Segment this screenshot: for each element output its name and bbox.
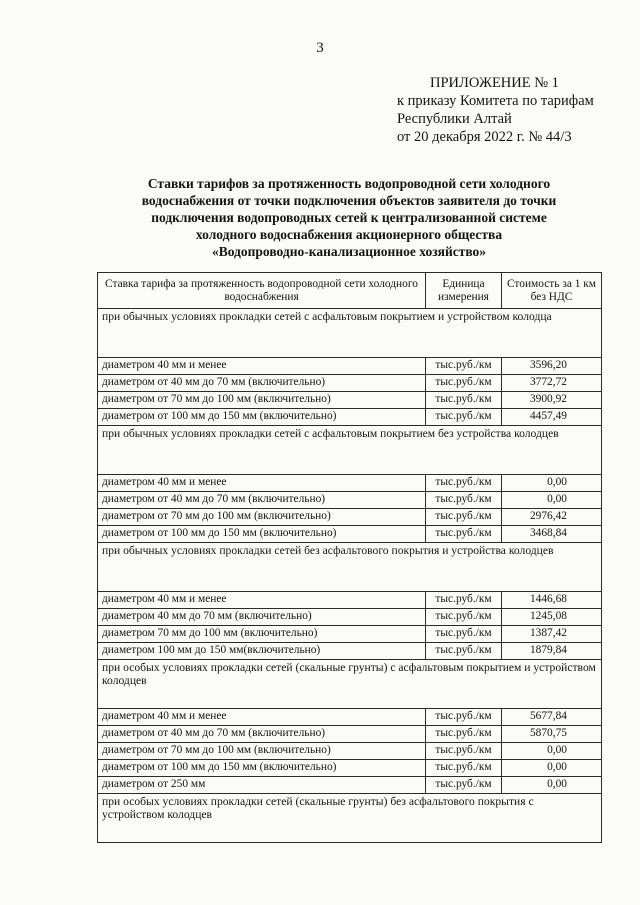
table-row bbox=[98, 777, 602, 794]
header-rate: Ставка тарифа за протяженность водопроводной сети холодного водоснабжения bbox=[98, 273, 426, 309]
diameter-cell: диаметром от 40 мм до 70 мм (включительно) bbox=[98, 726, 426, 743]
group-title: при особых условиях прокладки сетей (скальные грунты) без асфальтового покрытия с устройством колодцев bbox=[98, 794, 602, 843]
diameter-cell: диаметром от 100 мм до 150 мм (включительно) bbox=[98, 526, 426, 543]
header-unit: Единица измерения bbox=[426, 273, 502, 309]
price-cell: 3596,20 bbox=[502, 358, 602, 375]
group-row bbox=[98, 543, 602, 592]
unit-cell: тыс.руб./км bbox=[426, 358, 502, 375]
diameter-cell: диаметром 40 мм и менее bbox=[98, 358, 426, 375]
table-row bbox=[98, 709, 602, 726]
title-line: водоснабжения от точки подключения объектов заявителя до точки bbox=[141, 193, 557, 208]
table-row bbox=[98, 592, 602, 609]
diameter-cell: диаметром от 40 мм до 70 мм (включительно) bbox=[98, 375, 426, 392]
group-title: при особых условиях прокладки сетей (скальные грунты) с асфальтовым покрытием и устройством колодцев bbox=[98, 660, 602, 709]
diameter-cell: диаметром от 70 мм до 100 мм (включительно) bbox=[98, 392, 426, 409]
group-title: при обычных условиях прокладки сетей без асфальтового покрытия и устройства колодцев bbox=[98, 543, 602, 592]
unit-cell: тыс.руб./км bbox=[426, 626, 502, 643]
table-row bbox=[98, 358, 602, 375]
diameter-cell: диаметром от 100 мм до 150 мм (включительно) bbox=[98, 760, 426, 777]
price-cell: 0,00 bbox=[502, 475, 602, 492]
appendix-date-number: от 20 декабря 2022 г. № 44/3 bbox=[397, 129, 572, 145]
table-row bbox=[98, 526, 602, 543]
unit-cell: тыс.руб./км bbox=[426, 392, 502, 409]
table-row bbox=[98, 726, 602, 743]
diameter-cell: диаметром 100 мм до 150 мм(включительно) bbox=[98, 643, 426, 660]
appendix-label: ПРИЛОЖЕНИЕ № 1 bbox=[430, 75, 559, 91]
price-cell: 0,00 bbox=[502, 743, 602, 760]
title-line: «Водопроводно-канализационное хозяйство» bbox=[211, 244, 487, 259]
unit-cell: тыс.руб./км bbox=[426, 509, 502, 526]
diameter-cell: диаметром от 250 мм bbox=[98, 777, 426, 794]
diameter-cell: диаметром 70 мм до 100 мм (включительно) bbox=[98, 626, 426, 643]
appendix-header bbox=[397, 74, 594, 146]
group-row bbox=[98, 426, 602, 475]
unit-cell: тыс.руб./км bbox=[426, 375, 502, 392]
diameter-cell: диаметром от 40 мм до 70 мм (включительно) bbox=[98, 492, 426, 509]
unit-cell: тыс.руб./км bbox=[426, 526, 502, 543]
price-cell: 5677,84 bbox=[502, 709, 602, 726]
price-cell: 2976,42 bbox=[502, 509, 602, 526]
unit-cell: тыс.руб./км bbox=[426, 777, 502, 794]
price-cell: 5870,75 bbox=[502, 726, 602, 743]
tariff-table bbox=[97, 272, 602, 843]
group-title: при обычных условиях прокладки сетей с асфальтовым покрытием без устройства колодцев bbox=[98, 426, 602, 475]
table-row bbox=[98, 475, 602, 492]
group-row bbox=[98, 660, 602, 709]
table-row bbox=[98, 760, 602, 777]
price-cell: 1387,42 bbox=[502, 626, 602, 643]
title-line: подключения водопроводных сетей к централизованной системе bbox=[151, 210, 547, 225]
unit-cell: тыс.руб./км bbox=[426, 609, 502, 626]
table-row bbox=[98, 643, 602, 660]
table-row bbox=[98, 392, 602, 409]
unit-cell: тыс.руб./км bbox=[426, 709, 502, 726]
group-row bbox=[98, 794, 602, 843]
appendix-region: Республики Алтай bbox=[397, 111, 512, 127]
group-row bbox=[98, 309, 602, 358]
table-row bbox=[98, 609, 602, 626]
unit-cell: тыс.руб./км bbox=[426, 643, 502, 660]
price-cell: 1879,84 bbox=[502, 643, 602, 660]
price-cell: 3772,72 bbox=[502, 375, 602, 392]
price-cell: 3900,92 bbox=[502, 392, 602, 409]
table-header-row bbox=[98, 273, 602, 309]
appendix-order-ref: к приказу Комитета по тарифам bbox=[397, 93, 594, 109]
header-cost: Стоимость за 1 км без НДС bbox=[502, 273, 602, 309]
unit-cell: тыс.руб./км bbox=[426, 475, 502, 492]
diameter-cell: диаметром от 100 мм до 150 мм (включительно) bbox=[98, 409, 426, 426]
unit-cell: тыс.руб./км bbox=[426, 409, 502, 426]
diameter-cell: диаметром 40 мм и менее bbox=[98, 475, 426, 492]
price-cell: 3468,84 bbox=[502, 526, 602, 543]
unit-cell: тыс.руб./км bbox=[426, 492, 502, 509]
diameter-cell: диаметром от 70 мм до 100 мм (включительно) bbox=[98, 509, 426, 526]
title-line: Ставки тарифов за протяженность водопроводной сети холодного bbox=[147, 176, 551, 191]
group-title: при обычных условиях прокладки сетей с асфальтовым покрытием и устройством колодца bbox=[98, 309, 602, 358]
table-row bbox=[98, 509, 602, 526]
diameter-cell: диаметром 40 мм и менее bbox=[98, 592, 426, 609]
document-title bbox=[100, 175, 598, 260]
table-row bbox=[98, 743, 602, 760]
table-row bbox=[98, 492, 602, 509]
table-row bbox=[98, 626, 602, 643]
table-row bbox=[98, 409, 602, 426]
unit-cell: тыс.руб./км bbox=[426, 726, 502, 743]
price-cell: 1245,08 bbox=[502, 609, 602, 626]
price-cell: 1446,68 bbox=[502, 592, 602, 609]
price-cell: 0,00 bbox=[502, 492, 602, 509]
price-cell: 0,00 bbox=[502, 760, 602, 777]
unit-cell: тыс.руб./км bbox=[426, 760, 502, 777]
diameter-cell: диаметром от 70 мм до 100 мм (включительно) bbox=[98, 743, 426, 760]
page-number: 3 bbox=[316, 40, 324, 56]
unit-cell: тыс.руб./км bbox=[426, 743, 502, 760]
price-cell: 4457,49 bbox=[502, 409, 602, 426]
title-line: холодного водоснабжения акционерного общества bbox=[195, 227, 503, 242]
diameter-cell: диаметром 40 мм до 70 мм (включительно) bbox=[98, 609, 426, 626]
price-cell: 0,00 bbox=[502, 777, 602, 794]
table-row bbox=[98, 375, 602, 392]
diameter-cell: диаметром 40 мм и менее bbox=[98, 709, 426, 726]
unit-cell: тыс.руб./км bbox=[426, 592, 502, 609]
